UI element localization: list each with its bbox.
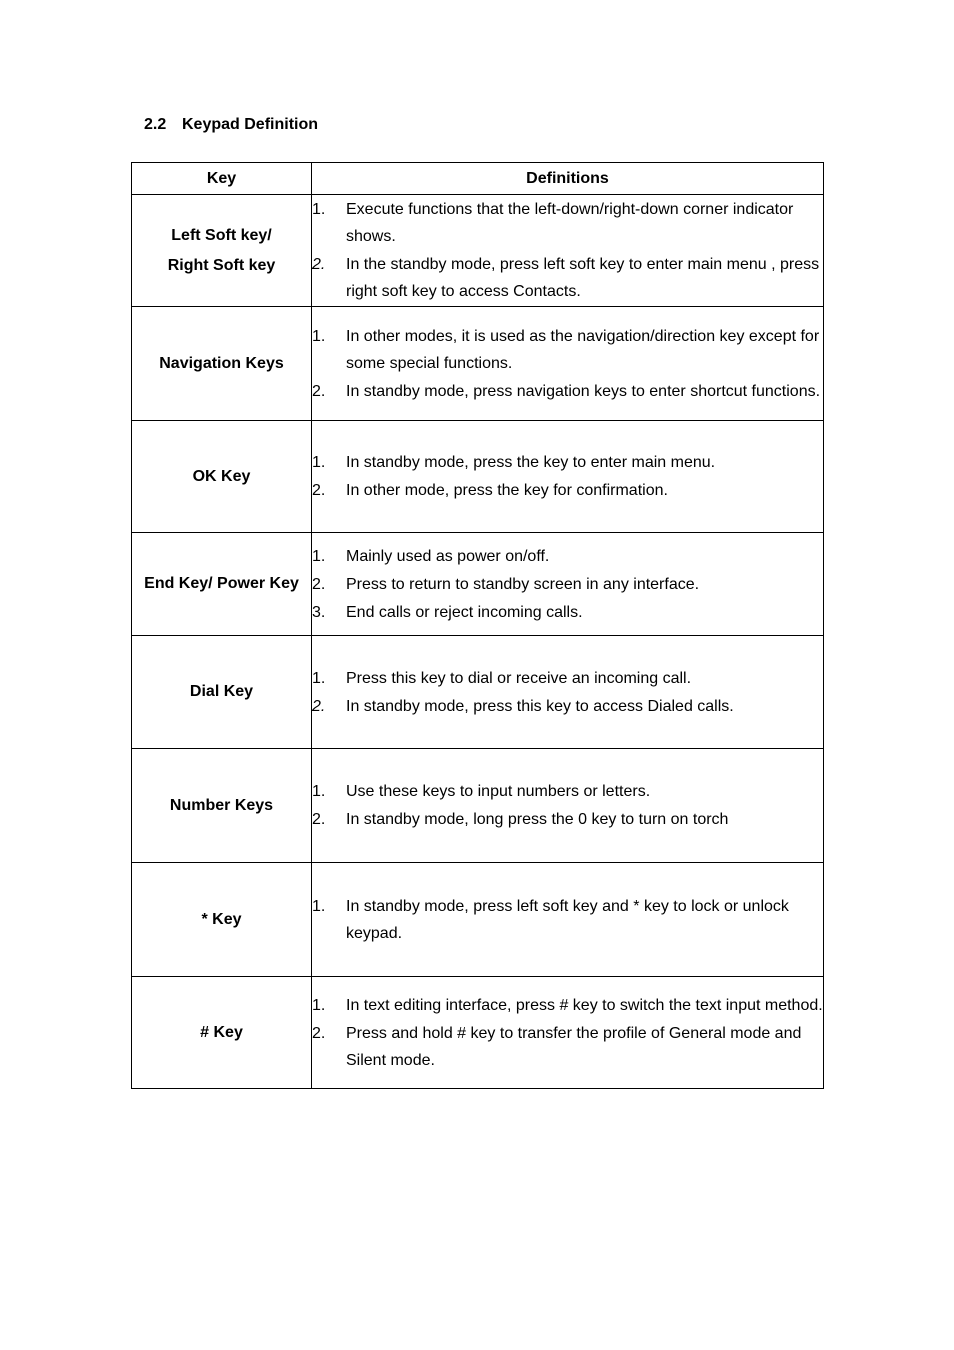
item-text: End calls or reject incoming calls.	[346, 603, 583, 621]
key-name-line: Navigation Keys	[159, 354, 284, 372]
item-number: 1.	[312, 547, 326, 565]
key-name-line: OK Key	[192, 467, 251, 485]
item-number: 1.	[312, 783, 326, 800]
item-number: 1.	[312, 327, 326, 345]
item-number: 1.	[312, 897, 326, 915]
definition-cell	[312, 533, 824, 636]
item-number: 2.	[312, 575, 326, 593]
item-number: 1.	[312, 201, 326, 218]
key-name-line: Left Soft key/	[171, 226, 272, 244]
table-row	[132, 195, 824, 307]
key-name-line: End Key/ Power Key	[144, 575, 299, 592]
definition-item	[312, 571, 823, 598]
item-text: Execute functions that the left-down/right-down corner indicator shows.	[346, 201, 794, 245]
keypad-definition-table	[131, 162, 824, 1089]
item-text: In standby mode, long press the 0 key to turn on torch	[346, 811, 729, 828]
definition-item	[312, 992, 823, 1019]
item-text: In standby mode, press left soft key and * key to lock or unlock keypad.	[346, 897, 789, 942]
definition-list	[312, 196, 823, 305]
item-number: 1.	[312, 669, 326, 687]
item-text: Use these keys to input numbers or letters.	[346, 783, 651, 800]
definition-list	[312, 893, 823, 947]
table-row	[132, 636, 824, 749]
section-title: Keypad Definition	[182, 116, 319, 133]
column-header-key: Key	[132, 163, 312, 195]
item-text: In text editing interface, press # key to switch the text input method.	[346, 996, 823, 1014]
item-number: 2.	[312, 256, 326, 273]
section-heading	[144, 116, 318, 134]
definition-list	[312, 778, 823, 833]
key-name-cell	[132, 977, 312, 1089]
item-number: 2.	[312, 482, 326, 499]
definition-cell	[312, 636, 824, 749]
table-row	[132, 421, 824, 533]
key-name-cell	[132, 421, 312, 533]
key-name-cell	[132, 307, 312, 421]
item-number: 1.	[312, 996, 326, 1014]
column-header-definitions: Definitions	[312, 163, 824, 195]
item-number: 2.	[312, 1024, 326, 1042]
key-name-cell	[132, 636, 312, 749]
key-name-line: Right Soft key	[167, 256, 276, 274]
definition-cell	[312, 863, 824, 977]
item-text: In other mode, press the key for confirmation.	[346, 482, 668, 499]
definition-item	[312, 693, 823, 720]
table-row	[132, 977, 824, 1089]
item-number: 2.	[312, 811, 326, 828]
key-name-cell	[132, 749, 312, 863]
item-text: Press and hold # key to transfer the profile of General mode and Silent mode.	[346, 1024, 802, 1069]
definition-item	[312, 599, 823, 626]
definition-item	[312, 778, 823, 805]
section-number: 2.2	[144, 116, 167, 133]
definition-cell	[312, 749, 824, 863]
item-text: In standby mode, press this key to access Dialed calls.	[346, 697, 734, 715]
key-name-cell	[132, 863, 312, 977]
item-text: Press to return to standby screen in any interface.	[346, 575, 700, 593]
key-name-cell	[132, 533, 312, 636]
definition-item	[312, 1020, 823, 1074]
definition-item	[312, 251, 823, 305]
definition-item	[312, 806, 823, 833]
key-name-line: Dial Key	[189, 683, 254, 700]
table-row	[132, 749, 824, 863]
item-text: Mainly used as power on/off.	[346, 547, 550, 565]
key-name-line: Number Keys	[169, 796, 274, 814]
definition-list	[312, 992, 823, 1074]
table-row	[132, 533, 824, 636]
item-number: 2.	[312, 697, 326, 715]
definition-cell	[312, 977, 824, 1089]
table-row	[132, 307, 824, 421]
key-name-cell	[132, 195, 312, 307]
definition-item	[312, 665, 823, 692]
item-number: 3.	[312, 603, 326, 621]
definition-list	[312, 543, 823, 626]
definition-list	[312, 323, 823, 405]
definition-cell	[312, 421, 824, 533]
table-row	[132, 863, 824, 977]
item-text: In standby mode, press the key to enter main menu.	[346, 454, 716, 471]
definition-list	[312, 665, 823, 720]
definition-item	[312, 449, 823, 476]
definition-item	[312, 477, 823, 504]
item-text: In standby mode, press navigation keys to enter shortcut functions.	[346, 382, 821, 400]
item-text: Press this key to dial or receive an incoming call.	[346, 669, 692, 687]
key-name-line: # Key	[200, 1023, 243, 1041]
item-text: In the standby mode, press left soft key to enter main menu , press right soft key to access Contacts.	[346, 256, 820, 300]
definition-cell	[312, 307, 824, 421]
definition-list	[312, 449, 823, 504]
item-number: 2.	[312, 382, 326, 400]
item-number: 1.	[312, 454, 326, 471]
key-name-line: * Key	[201, 910, 242, 928]
definition-item	[312, 323, 823, 377]
definition-item	[312, 543, 823, 570]
definition-item	[312, 196, 823, 250]
item-text: In other modes, it is used as the navigation/direction key except for some special functions.	[346, 327, 820, 372]
table-header-row	[132, 163, 824, 195]
definition-item	[312, 893, 823, 947]
definition-item	[312, 378, 823, 405]
definition-cell	[312, 195, 824, 307]
